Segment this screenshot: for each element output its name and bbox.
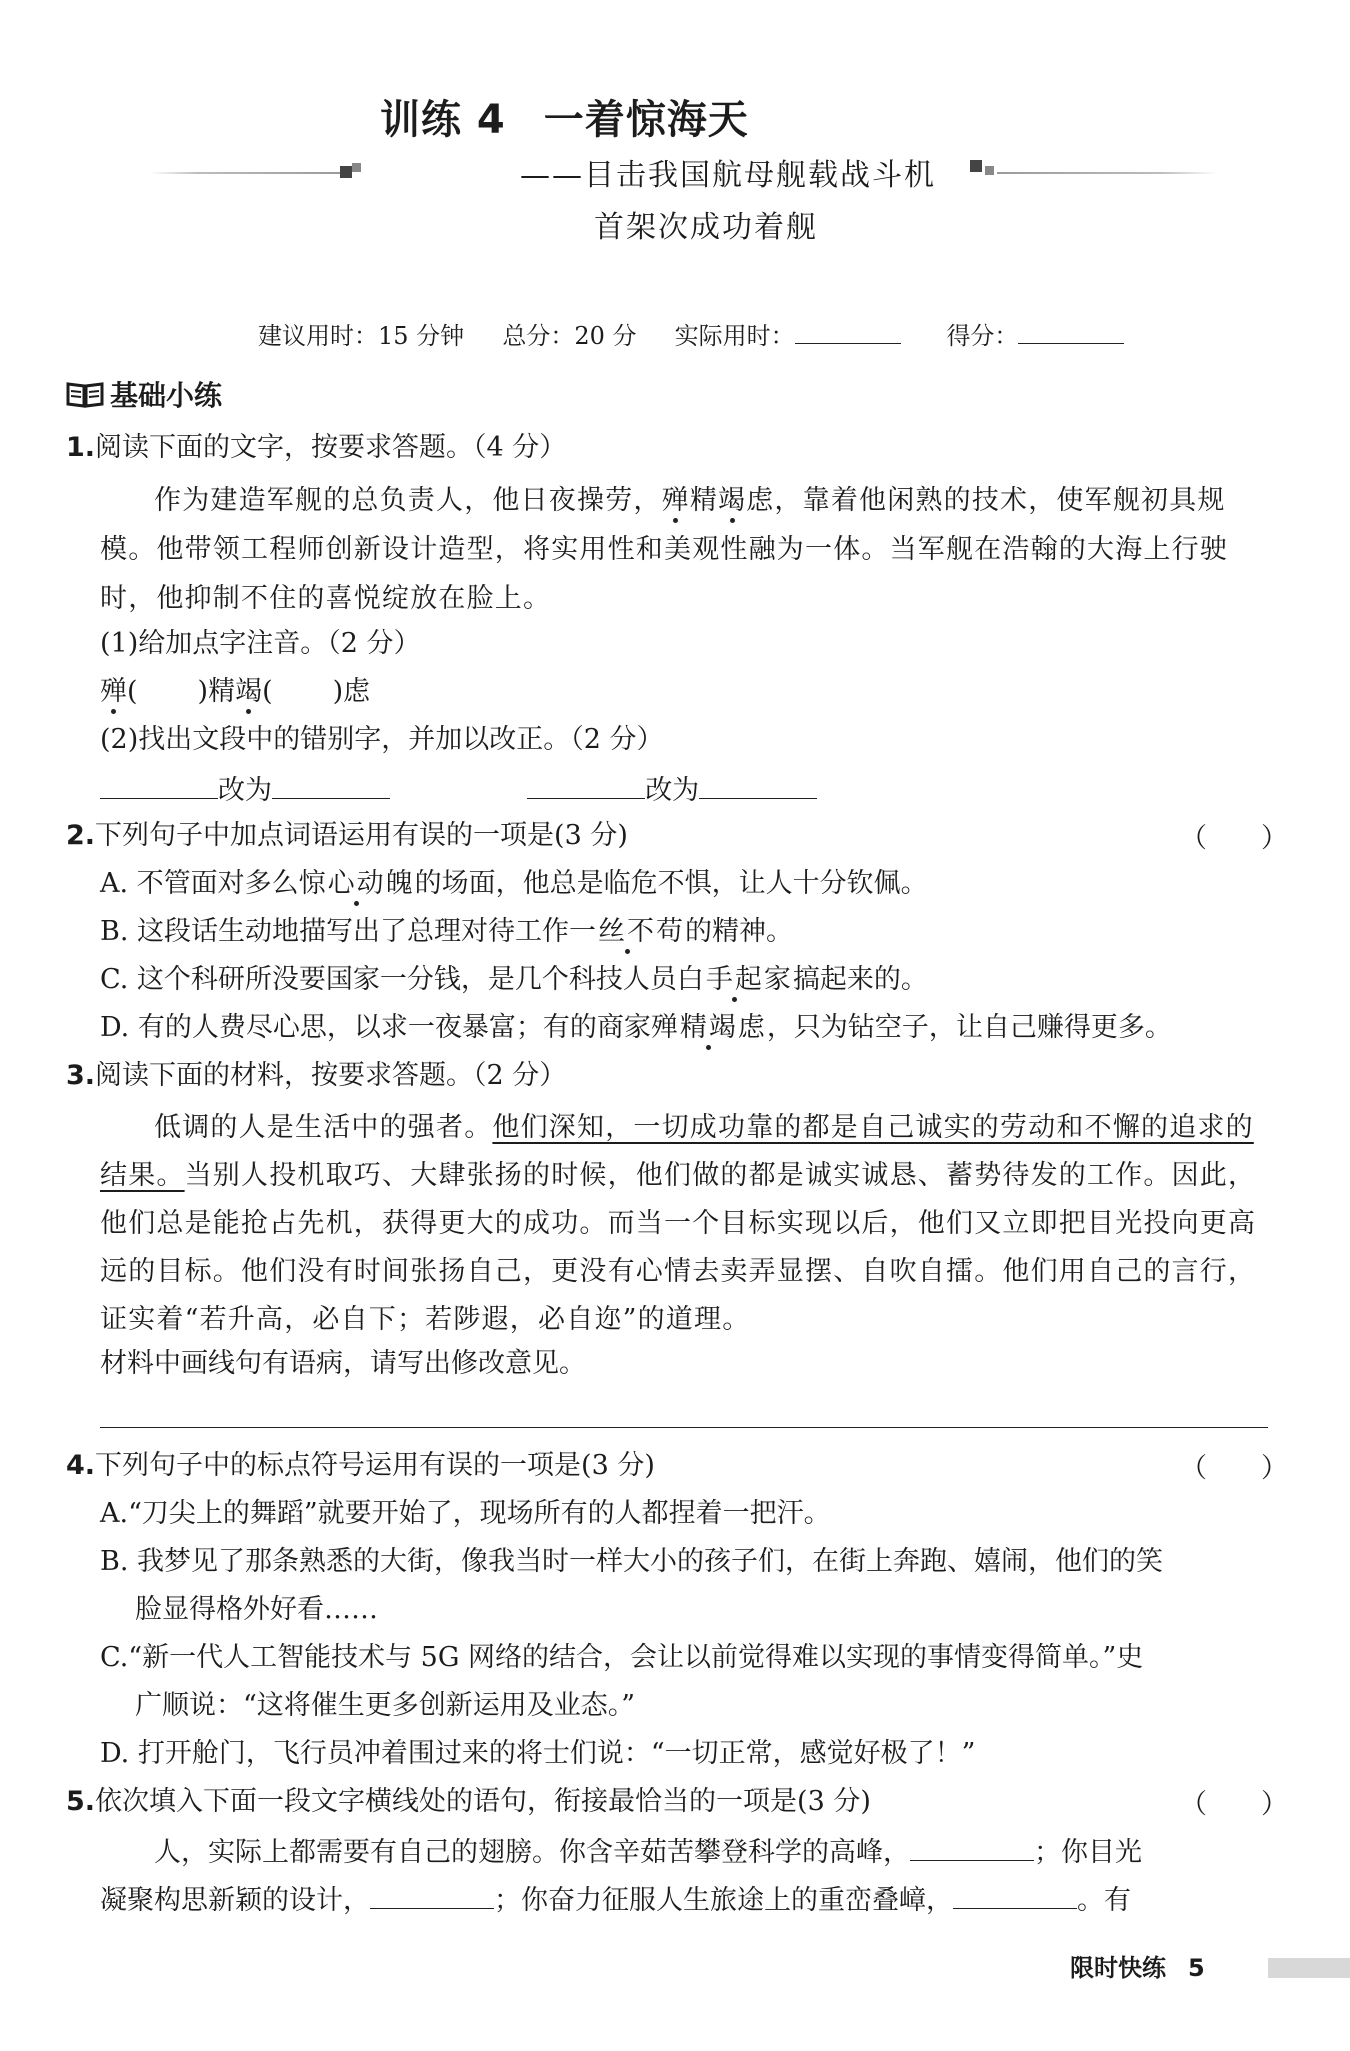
question-text: 阅读下面的材料，按要求答题。（2 分） bbox=[95, 1060, 567, 1091]
option-a[interactable]: A.“刀尖上的舞蹈”就要开始了，现场所有的人都捏着一把汗。 bbox=[100, 1498, 831, 1529]
page-footer bbox=[1070, 1948, 1205, 1983]
subtitle-line-2: 首架次成功着舰 bbox=[594, 210, 818, 245]
question-1-passage: 作为建造军舰的总负责人，他日夜操劳，殚精竭虑，靠着他闲熟的技术，使军舰初具规模。他带领工程师创新设计造型，将实用性和美观性融为一体。当军舰在浩翰的大海上行驶时，他抑制不住的喜悦绽放在脸上。 bbox=[100, 485, 1228, 614]
section-title: 基础小练 bbox=[110, 379, 223, 412]
question-text: 依次填入下面一段文字横线处的语句，衔接最恰当的一项是(3 分) bbox=[95, 1786, 871, 1817]
option-a[interactable]: A. 不管面对多么惊心动魄的场面，他总是临危不惧，让人十分钦佩。 bbox=[100, 868, 928, 899]
title-decoration-right bbox=[997, 172, 1217, 174]
decoration-square-icon bbox=[985, 166, 994, 175]
question-2-stem bbox=[66, 816, 628, 856]
suggested-time: 建议用时：15 分钟 bbox=[258, 322, 465, 350]
question-1-sub1: (1)给加点字注音。（2 分） bbox=[100, 628, 421, 659]
title-decoration-left bbox=[150, 172, 340, 174]
question-3-stem bbox=[66, 1056, 566, 1096]
option-b-continued: 脸显得格外好看…… bbox=[135, 1594, 378, 1625]
question-5-stem bbox=[66, 1782, 871, 1822]
answer-blank[interactable] bbox=[100, 768, 218, 799]
option-b[interactable]: B. 这段话生动地描写出了总理对待工作一丝不苟的精神。 bbox=[100, 916, 794, 947]
answer-blank[interactable] bbox=[527, 768, 645, 799]
option-b[interactable]: B. 我梦见了那条熟悉的大街，像我当时一样大小的孩子们，在街上奔跑、嬉闹，他们的笑 bbox=[100, 1546, 1164, 1577]
question-number: 5. bbox=[66, 1786, 96, 1817]
question-number: 4. bbox=[66, 1450, 96, 1481]
actual-time-label: 实际用时： bbox=[674, 322, 795, 350]
option-c-continued: 广顺说：“这将催生更多创新运用及业态。” bbox=[135, 1690, 636, 1721]
question-text: 下列句子中的标点符号运用有误的一项是(3 分) bbox=[95, 1450, 655, 1481]
subtitle-line-1: ——目击我国航母舰载战斗机 bbox=[520, 158, 936, 193]
dotted-phrase: 一丝不苟 bbox=[569, 916, 686, 947]
underlined-sentence: 他们深知，一切成功靠的都是自己诚实的劳动和不懈的追求的结果。 bbox=[100, 1112, 1254, 1191]
question-number: 2. bbox=[66, 820, 96, 851]
dotted-phrase: 白手起家 bbox=[676, 964, 793, 995]
footer-label: 限时快练 bbox=[1070, 1954, 1166, 1982]
footer-bar bbox=[1268, 1958, 1350, 1978]
answer-line[interactable] bbox=[100, 1427, 1268, 1428]
question-5-text-line-1: 人，实际上都需要有自己的翅膀。你含辛茹苦攀登科学的高峰， ；你目光 bbox=[154, 1830, 1142, 1873]
question-text: 阅读下面的文字，按要求答题。（4 分） bbox=[95, 432, 567, 463]
total-score: 总分：20 分 bbox=[502, 322, 637, 350]
title-lesson-name: 一着惊海天 bbox=[543, 97, 749, 143]
fill-blank[interactable] bbox=[910, 1830, 1034, 1861]
book-icon bbox=[66, 380, 104, 408]
dotted-char: 竭 bbox=[718, 485, 747, 516]
page-number: 5 bbox=[1188, 1954, 1205, 1982]
question-3-ask: 材料中画线句有语病，请写出修改意见。 bbox=[100, 1348, 586, 1379]
decoration-square-icon bbox=[340, 166, 352, 178]
option-d[interactable]: D. 打开舱门，飞行员冲着围过来的将士们说：“一切正常，感觉好极了！” bbox=[100, 1738, 976, 1769]
question-1-stem bbox=[66, 428, 566, 468]
question-1-sub1-answer[interactable]: 殚( )精竭( )虑 bbox=[100, 676, 371, 707]
dotted-char: 竭 bbox=[235, 676, 263, 707]
dotted-char: 殚 bbox=[100, 676, 127, 707]
question-5-text-line-2: 凝聚构思新颖的设计， ；你奋力征服人生旅途上的重峦叠嶂， 。有 bbox=[100, 1878, 1131, 1921]
question-number: 3. bbox=[66, 1060, 96, 1091]
question-3-material: 低调的人是生活中的强者。他们深知，一切成功靠的都是自己诚实的劳动和不懈的追求的结果。当别人投机取巧、大肆张扬的时候，他们做的都是诚实诚恳、蓄势待发的工作。因此，他们总是能抢占先机，获得更大的成功。而当一个目标实现以后，他们又立即把目光投向更高远的目标。他们没有时间张扬自己，更没有心情去卖弄显摆、自吹自擂。他们用自己的言行，证实着“若升高，必自下；若陟遐，必自迩”的道理。 bbox=[100, 1112, 1257, 1335]
answer-paren[interactable]: （ ） bbox=[1180, 1789, 1288, 1820]
title-lesson-number: 训练 4 bbox=[380, 97, 506, 143]
option-d[interactable]: D. 有的人费尽心思，以求一夜暴富；有的商家殚精竭虑，只为钻空子，让自己赚得更多。 bbox=[100, 1012, 1172, 1043]
answer-blank[interactable] bbox=[699, 768, 817, 799]
section-heading bbox=[66, 374, 222, 414]
score-field[interactable] bbox=[1018, 321, 1124, 344]
question-4-stem bbox=[66, 1446, 655, 1486]
answer-blank[interactable] bbox=[272, 768, 390, 799]
fill-blank[interactable] bbox=[370, 1878, 494, 1909]
answer-paren[interactable]: （ ） bbox=[1180, 823, 1288, 854]
option-c[interactable]: C.“新一代人工智能技术与 5G 网络的结合，会让以前觉得难以实现的事情变得简单。”史 bbox=[100, 1642, 1144, 1673]
fill-blank[interactable] bbox=[953, 1878, 1077, 1909]
dotted-phrase: 殚精竭虑 bbox=[650, 1012, 767, 1043]
question-1-sub2: (2)找出文段中的错别字，并加以改正。（2 分） bbox=[100, 724, 664, 755]
page-title bbox=[380, 88, 749, 145]
exercise-info bbox=[258, 316, 1124, 351]
score-label: 得分： bbox=[946, 322, 1019, 350]
question-number: 1. bbox=[66, 432, 96, 463]
dotted-char: 殚 bbox=[661, 485, 690, 516]
decoration-square-icon bbox=[970, 160, 982, 172]
dotted-phrase: 惊心动魄 bbox=[298, 868, 415, 899]
actual-time-field[interactable] bbox=[795, 321, 901, 344]
answer-paren[interactable]: （ ） bbox=[1180, 1453, 1288, 1484]
question-text: 下列句子中加点词语运用有误的一项是(3 分) bbox=[95, 820, 628, 851]
decoration-square-icon bbox=[352, 163, 361, 172]
option-c[interactable]: C. 这个科研所没要国家一分钱，是几个科技人员白手起家搞起来的。 bbox=[100, 964, 928, 995]
question-1-sub2-answer[interactable]: 改为 改为 bbox=[100, 768, 817, 811]
